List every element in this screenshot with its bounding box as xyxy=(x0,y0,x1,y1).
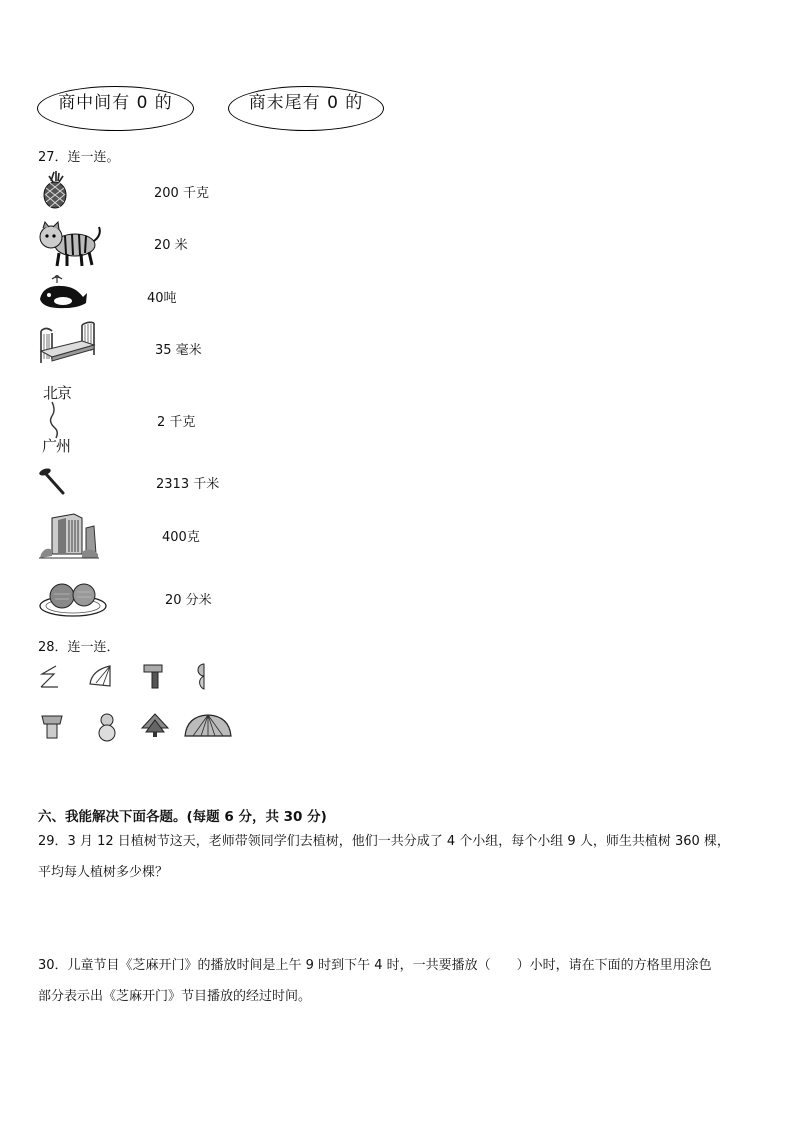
question-30-line: 部分表示出《芝麻开门》节目播放的经过时间。 xyxy=(38,989,312,1004)
half-mushroom-icon[interactable] xyxy=(142,662,164,690)
value-label[interactable]: 20 米 xyxy=(154,238,188,253)
question-29-text xyxy=(38,826,763,888)
question-29-line: 29．3 月 12 日植树节这天，老师带领同学们去植树，他们一共分成了 4 个小组，每个小组 9 人，师生共植树 360 棵， xyxy=(38,834,730,849)
half-umbrella-icon[interactable] xyxy=(88,664,114,690)
pineapple-icon[interactable] xyxy=(38,170,72,210)
plate-of-oranges-icon[interactable] xyxy=(38,576,108,618)
half-snowman-icon[interactable] xyxy=(194,662,214,690)
building-icon[interactable] xyxy=(38,506,100,560)
oval-label-middle-zero xyxy=(37,86,194,131)
value-label[interactable]: 200 千克 xyxy=(154,186,209,201)
section-6-heading: 六、我能解决下面各题。(每题 6 分，共 30 分) xyxy=(38,809,327,825)
value-label[interactable]: 35 毫米 xyxy=(155,343,202,358)
question-30-line: 30．儿童节目《芝麻开门》的播放时间是上午 9 时到下午 4 时，一共要播放（ ）小时，请在下面的方格里用涂色 xyxy=(38,958,712,973)
snowman-icon[interactable] xyxy=(96,712,118,742)
half-zigzag-icon[interactable] xyxy=(38,664,60,690)
oval-text: 商末尾有 0 的 xyxy=(248,93,364,113)
mushroom-icon[interactable] xyxy=(40,712,64,740)
value-label[interactable]: 2313 千米 xyxy=(156,477,220,492)
umbrella-icon[interactable] xyxy=(183,712,233,740)
beijing-label: 北京 xyxy=(43,384,72,402)
nail-icon[interactable] xyxy=(38,466,68,496)
oval-text: 商中间有 0 的 xyxy=(58,93,173,113)
beijing-guangzhou-route-icon[interactable] xyxy=(40,382,82,456)
value-label[interactable]: 400克 xyxy=(162,530,200,545)
value-label[interactable]: 20 分米 xyxy=(165,593,212,608)
whale-icon[interactable] xyxy=(37,273,89,311)
value-label[interactable]: 40吨 xyxy=(147,291,177,306)
question-30-text xyxy=(38,950,763,1012)
question-29-line: 平均每人植树多少棵？ xyxy=(38,865,169,880)
question-28-title: 28．连一连． xyxy=(38,640,120,655)
oval-label-end-zero xyxy=(228,86,384,131)
guangzhou-label: 广州 xyxy=(42,437,71,455)
bed-icon[interactable] xyxy=(38,321,96,365)
question-27-title: 27．连一连。 xyxy=(38,150,120,165)
tree-icon[interactable] xyxy=(140,712,170,738)
value-label[interactable]: 2 千克 xyxy=(157,415,196,430)
tiger-icon[interactable] xyxy=(37,219,103,269)
